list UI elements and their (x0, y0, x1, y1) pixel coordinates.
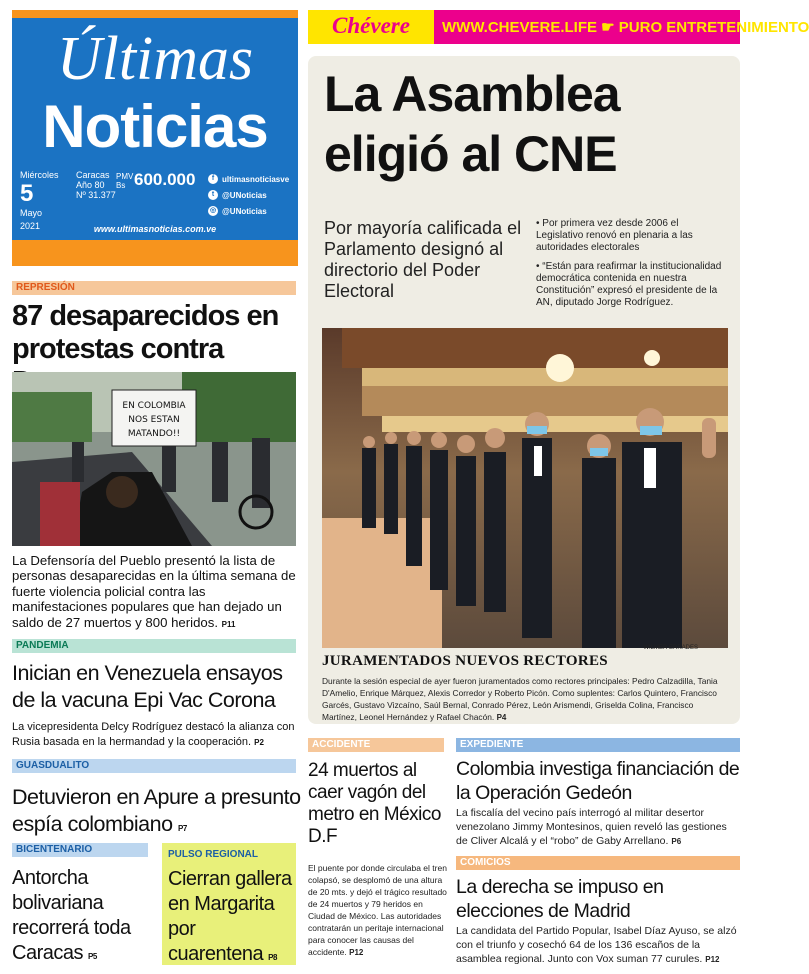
photo-credit: WILMER ERRADES (643, 645, 698, 651)
body-expediente (456, 806, 740, 849)
section-tag-pandemia: PANDEMIA (12, 639, 296, 653)
chevere-slogan: WWW.CHEVERE.LIFE ☛ PURO ENTRETENIMIENTO (442, 19, 809, 36)
headline-bicentenario[interactable] (12, 866, 152, 969)
main-story (308, 56, 740, 724)
price: 600.000 (134, 170, 196, 189)
headline-pandemia[interactable]: Inician en Venezuela ensayos de la vacuna Epi Vac Corona (12, 661, 283, 712)
body-comicios (456, 924, 742, 967)
masthead-title-line1: Últimas (56, 25, 254, 93)
pulso-regional-box (162, 843, 296, 965)
body-repression-text: La Defensoría del Pueblo presentó la lista de personas desaparecidas en la última semana de fuerte violencia policial contra las manifestaciones populares que han dejado un saldo de 27 muertos y 800 heridos. (12, 553, 296, 630)
page-ref: P12 (349, 948, 364, 957)
edition-issue-number: Nº 31.377 (76, 190, 116, 200)
social-twitter[interactable] (208, 188, 267, 202)
chevere-banner[interactable] (308, 10, 809, 44)
body-pandemia-text: La vicepresidenta Delcy Rodríguez destacó la alianza con Rusia basada en la hermandad y la cooperación. (12, 721, 295, 748)
section-tag-comicios: COMICIOS (456, 856, 740, 870)
body-repression (12, 553, 298, 632)
main-caption-text: Durante la sesión especial de ayer fueron juramentados como rectores principales: Pedro Calzadilla, Tania D'Amelio, Enrique Márquez, Alexis Corredor y Roberto Picón. Como suplentes: Carlos Quintero, Francisco Garcés, Gustavo Vizcaíno, Saúl Bernal, Conrado Pérez, León Arismendi, Griselda Colina, Francisco Martínez, Leonel Hernández y Rafael Chacón. (322, 676, 718, 722)
main-bullet-2: • “Están para reafirmar la institucionalidad democrática contenida en nuestra Constitución” expresó el presidente de la AN, diputado Jorge Rodríguez. (536, 261, 722, 308)
body-expediente-text: La fiscalía del vecino país interrogó al militar desertor venezolano Jimmy Montesinos, quien reveló las gestiones de Cliver Alcalá y el “robo” de Gaby Arrellano. (456, 807, 727, 847)
page-ref: P7 (178, 824, 187, 833)
main-headline[interactable]: La Asamblea eligió al CNE (324, 66, 620, 182)
instagram-icon: ◎ (209, 207, 217, 214)
page-ref: P5 (88, 952, 97, 961)
edition-date: 5 (20, 180, 34, 207)
website-link[interactable]: www.ultimasnoticias.com.ve (93, 224, 217, 234)
headline-accidente[interactable]: 24 muertos al caer vagón del metro en México D.F (308, 760, 441, 847)
section-tag-bicentenario: BICENTENARIO (12, 843, 148, 857)
assembly-photo-illustration (322, 328, 728, 648)
main-bullet-1: • Por primera vez desde 2006 el Legislativo renovó en plenaria a las autoridades electorales (536, 218, 693, 253)
page-ref: P4 (496, 713, 507, 722)
social-facebook[interactable] (208, 172, 289, 186)
headline-pulso[interactable] (168, 867, 294, 970)
sign-text-3: MATANDO!! (127, 429, 181, 439)
twitter-handle: @UNoticias (222, 190, 267, 200)
masthead-title-line2: Noticias (42, 93, 268, 160)
facebook-handle: ultimasnoticiasve (222, 174, 290, 184)
section-tag-expediente: EXPEDIENTE (456, 738, 740, 752)
body-comicios-text: La candidata del Partido Popular, Isabel Díaz Ayuso, se alzó con el triunfo y cosechó 64 de los 136 escaños de la asamblea regional. Junto con Vox suman 77 curules. (456, 925, 737, 965)
protest-photo-illustration (12, 372, 296, 546)
chevere-logo: Chévere (332, 13, 410, 38)
facebook-icon: f (208, 174, 218, 184)
price-label: PMV Bs (116, 172, 134, 190)
section-tag-guasdualito: GUASDUALITO (12, 759, 296, 773)
sign-text-2: NOS ESTAN (128, 415, 180, 425)
headline-expediente[interactable]: Colombia investiga financiación de la Operación Gedeón (456, 758, 740, 804)
main-deck: Por mayoría calificada el Parlamento designó al directorio del Poder Electoral (324, 218, 522, 301)
headline-pulso-text: Cierran gallera en Margarita por cuarentena (168, 868, 292, 965)
page-ref: P12 (705, 955, 720, 964)
headline-guasdualito-text: Detuvieron en Apure a presunto espía colombiano (12, 785, 301, 836)
assembly-photo (322, 328, 728, 648)
twitter-icon: t (208, 190, 218, 200)
body-accidente (308, 862, 448, 959)
page-ref: P6 (671, 837, 682, 846)
masthead-bottom-bar (12, 240, 298, 266)
headline-guasdualito[interactable] (12, 784, 302, 842)
page-ref: P8 (268, 953, 277, 962)
masthead (12, 10, 298, 266)
page-ref: P2 (254, 738, 264, 747)
body-pandemia (12, 720, 302, 750)
edition-year: 2021 (20, 221, 41, 231)
social-instagram[interactable] (208, 204, 267, 218)
edition-month: Mayo (20, 208, 43, 218)
section-tag-repression: REPRESIÓN (12, 281, 296, 295)
headline-comicios[interactable]: La derecha se impuso en elecciones de Madrid (456, 876, 664, 922)
instagram-handle: @UNoticias (222, 206, 267, 216)
headline-bicentenario-text: Antorcha bolivariana recorrerá toda Caracas (12, 867, 131, 964)
section-tag-accidente: ACCIDENTE (308, 738, 444, 752)
headline-repression[interactable]: 87 desaparecidos en protestas contra (12, 300, 279, 365)
edition-day: Miércoles (20, 170, 59, 180)
main-subhead: JURAMENTADOS NUEVOS RECTORES (322, 653, 608, 669)
main-caption (322, 675, 728, 724)
page-ref: P11 (221, 619, 236, 629)
protest-photo (12, 372, 296, 546)
body-accidente-text: El puente por donde circulaba el tren colapsó, se desplomó de una altura de 20 mts. y dejó el trágico resultado de 24 muertos y 79 heridos en Ciudad de México. Las autoridades contratarán un peritaje internacional para conocer las causas del accidente. (308, 863, 447, 957)
edition-place: Caracas (76, 170, 110, 180)
sign-text-1: EN COLOMBIA (122, 401, 186, 411)
section-tag-pulso: PULSO REGIONAL (168, 849, 259, 860)
edition-issue-year: Año 80 (76, 180, 105, 190)
